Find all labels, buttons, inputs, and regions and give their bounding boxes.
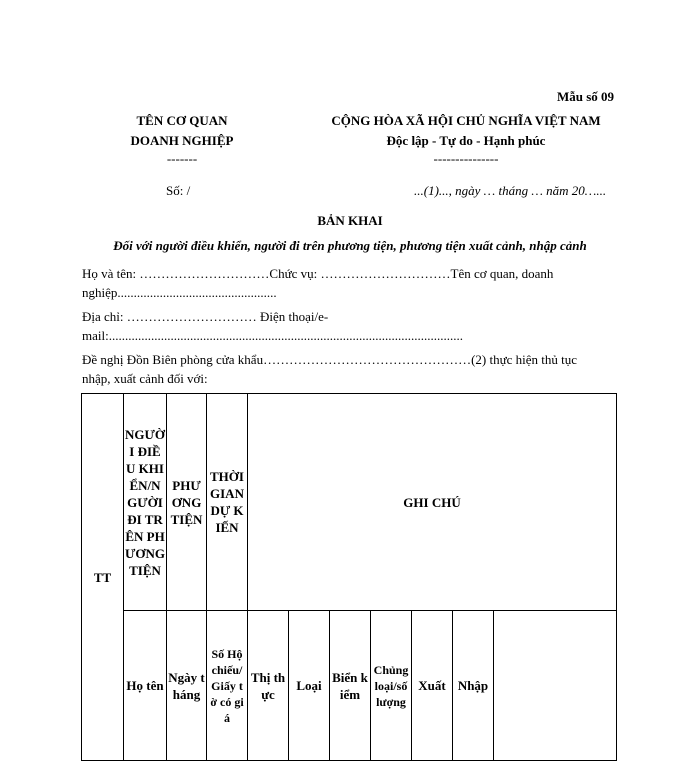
request-info <box>82 350 610 388</box>
subcol-exit: Xuất <box>412 611 453 761</box>
col-person: NGƯỜI ĐIỀU KHIỂN/NGƯỜI ĐI TRÊN PHƯƠNG TIỆN <box>124 394 167 611</box>
declarant-info <box>82 264 610 302</box>
subcol-extra <box>494 611 617 761</box>
agency-name-line1: TÊN CƠ QUAN <box>136 113 228 128</box>
subcol-dob: Ngày tháng <box>167 611 207 761</box>
left-divider: ------- <box>166 151 198 166</box>
subcol-name: Họ tên <box>124 611 167 761</box>
form-number: Mẫu số 09 <box>557 89 615 104</box>
company-line: nghiệp................................................. <box>82 285 277 300</box>
national-title: CỘNG HÒA XÃ HỘI CHỦ NGHĨA VIỆT NAM <box>331 113 601 128</box>
document-title: BẢN KHAI <box>317 213 383 228</box>
address-phone-line: Địa chỉ: ………………………… Điện thoại/e- <box>82 309 329 324</box>
national-motto: Độc lập - Tự do - Hạnh phúc <box>386 133 546 148</box>
place-date: ...(1)..., ngày … tháng … năm 20…... <box>414 183 607 198</box>
table-subheader-row <box>82 611 617 761</box>
col-vehicle: PHƯƠNG TIỆN <box>167 394 207 611</box>
subcol-passport: Số Hộ chiếu/ Giấy tờ có giá <box>207 611 248 761</box>
email-line: mail:............................................................................................................. <box>82 328 463 343</box>
address-info <box>82 307 610 345</box>
subcol-entry: Nhập <box>453 611 494 761</box>
document-subtitle: Đối với người điều khiển, người đi trên phương tiện, phương tiện xuất cảnh, nhập cảnh <box>113 238 587 253</box>
request-line: Đề nghị Đồn Biên phòng cửa khẩu…………………………………………(2) thực hiện thủ tục <box>82 352 578 367</box>
col-tt: TT <box>82 394 124 761</box>
col-time: THỜI GIAN DỰ KIẾN <box>207 394 248 611</box>
document-number: Số: / <box>166 183 191 198</box>
request-line-cont: nhập, xuất cảnh đối với: <box>82 371 208 386</box>
declaration-table <box>81 393 617 761</box>
subcol-goods: Chủng loại/số lượng <box>371 611 412 761</box>
col-notes: GHI CHÚ <box>248 394 617 611</box>
subcol-type: Loại <box>289 611 330 761</box>
right-divider: --------------- <box>433 151 499 166</box>
subcol-plate: Biển kiểm <box>330 611 371 761</box>
table-header-row <box>82 394 617 611</box>
subcol-visa: Thị thực <box>248 611 289 761</box>
agency-name-line2: DOANH NGHIỆP <box>130 133 234 148</box>
name-position-line: Họ và tên: …………………………Chức vụ: …………………………Tên cơ quan, doanh <box>82 266 554 281</box>
